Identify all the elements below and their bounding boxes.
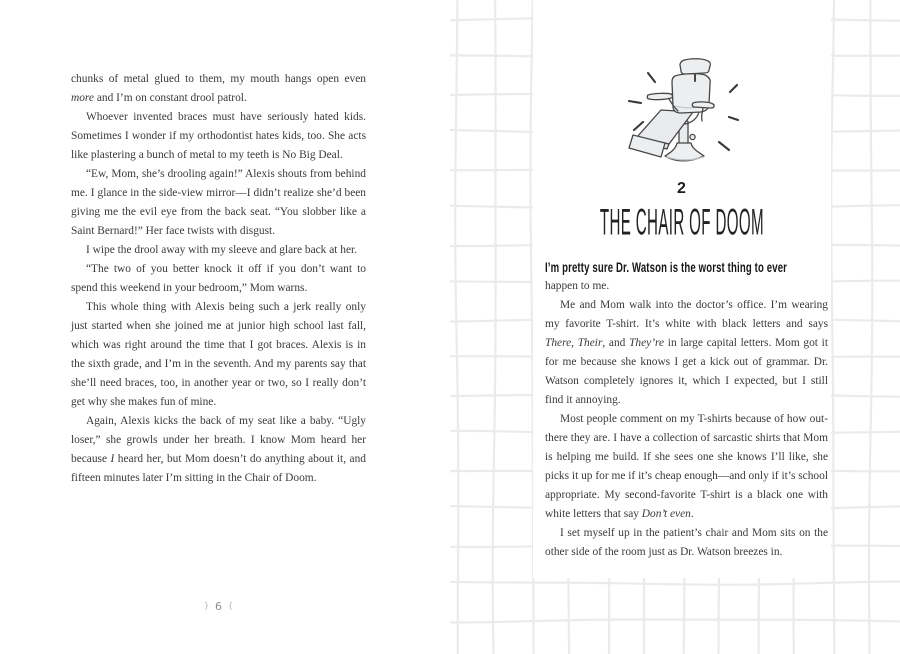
page-number-ornament-right: { [228,601,234,610]
chapter-number: 2 [677,180,687,197]
page-number-value: 6 [215,600,222,613]
paragraph: “The two of you better knock it off if you don’t want to spend this weekend in your bedroom,” Mom warns. [71,263,366,294]
dentist-chair-icon [615,45,795,185]
paragraph: “Ew, Mom, she’s drooling again!” Alexis shouts from behind me. I glance in the side-view mirror—I didn’t realize she’d been giving me the evil eye from the back seat. “You slobber like a Saint Bernard!” Her face twists with disgust. [71,168,366,237]
right-page [450,0,900,654]
paragraph: Again, Alexis kicks the back of my seat like a baby. “Ugly loser,” she growls under her breath. I know Mom heard her because I heard her, but Mom doesn’t do anything about it, and fifteen minutes later I’m sitting in the Chair of Doom. [71,415,366,484]
paragraph: This whole thing with Alexis being such a jerk really only just started when she joined me at junior high school last fall, which was right around the time that I got braces. Alexis is in the sixth grade, and I’m in the seventh. And my parents say that she’ll need braces, too, in another year or two, so I really don’t get why she makes fun of mine. [71,301,366,408]
chapter-title-text: THE CHAIR OF DOOM [599,203,765,244]
page-number-ornament-left: } [203,601,209,610]
dentist-chair-illustration [615,45,795,185]
paragraph: Me and Mom walk into the doctor’s office. I’m wearing my favorite T-shirt. It’s white with black letters and says There, Their, and They’re in large capital letters. Mom got it for me because she knows I get a kick out of grammar. Dr. Watson completely ignores it, which I expected, but I still find it annoying. [545,299,828,406]
paragraph: Most people comment on my T-shirts because of how out-there they are. I have a collection of sarcastic shirts that Mom is helping me build. If she sees one she knows I’ll like, she picks it up for me if it’s cheap enough—and only if it’s school appropriate. My second-favorite T-shirt is a black one with white letters that say Don’t even. [545,413,828,520]
paragraph: Whoever invented braces must have seriously hated kids. Sometimes I wonder if my orthodontist hates kids, too. She acts like plastering a bunch of metal to my teeth is No Big Deal. [71,111,366,161]
paragraph: chunks of metal glued to them, my mouth hangs open even more and I’m on constant drool patrol. [71,73,366,104]
paragraph: happen to me. [545,280,610,292]
paragraph: I set myself up in the patient’s chair and Mom sits on the other side of the room just as Dr. Watson breezes in. [545,527,828,558]
page-number [71,600,366,613]
paragraph: I wipe the drool away with my sleeve and glare back at her. [86,244,358,256]
right-page-paragraphs [545,277,828,562]
chapter-title [533,203,831,244]
right-page-text [545,258,828,562]
left-page-text [71,70,366,488]
opening-line-bold: I’m pretty sure Dr. Watson is the worst thing to ever [545,259,788,276]
